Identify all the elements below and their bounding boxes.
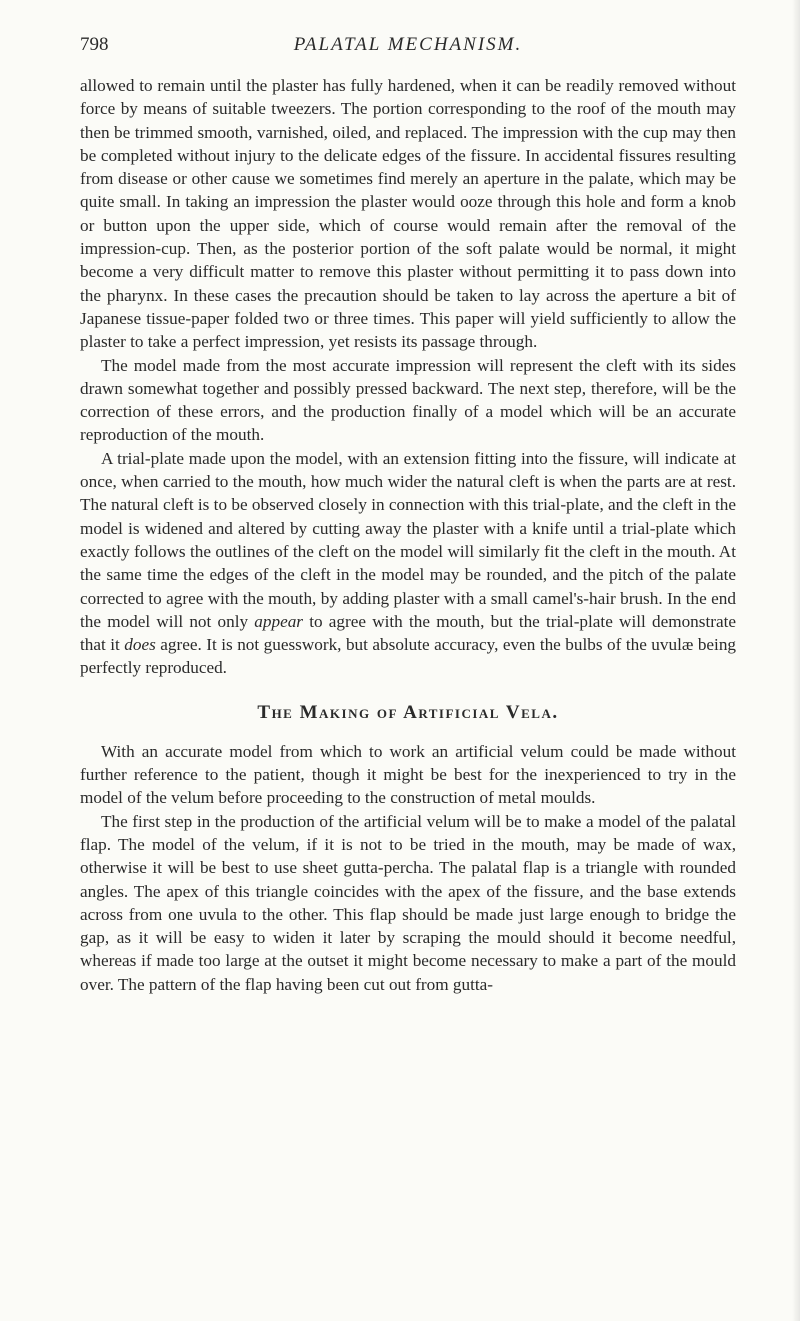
page-number: 798 bbox=[80, 34, 109, 55]
paragraph-trial-plate bbox=[80, 447, 736, 680]
running-head bbox=[80, 34, 736, 74]
page-edge-shadow bbox=[792, 0, 800, 1321]
running-title: PALATAL MECHANISM. bbox=[293, 34, 523, 55]
emphasis-appear: appear bbox=[254, 611, 303, 631]
emphasis-does: does bbox=[124, 635, 156, 655]
paragraph-accurate-model: With an accurate model from which to work an artificial velum could be made without further reference to the patient, though it might be best for the inexperienced to try in the model of the velum before proceeding to the construction of metal moulds. bbox=[80, 741, 736, 808]
paragraph-model-errors: The model made from the most accurate impression will represent the cleft with its sides drawn somewhat together and possibly pressed backward. The next step, therefore, will be the correction of these errors, and the production finally of a model which will be an accurate reproduction of the mouth. bbox=[80, 355, 736, 445]
book-page bbox=[80, 34, 736, 996]
paragraph-plaster-removal: allowed to remain until the plaster has fully hardened, when it can be readily removed without force by means of suitable tweezers. The portion corresponding to the roof of the mouth may then be trimmed smooth, varnished, oiled, and replaced. The impression with the cup may then be completed without injury to the delicate edges of the fissure. In accidental fissures resulting from disease or other cause we sometimes find merely an aperture in the palate, which may be quite small. In taking an impression the plaster would ooze through this hole and form a knob or button upon the upper side, which of course would remain after the removal of the impression-cup. Then, as the posterior portion of the soft palate would be normal, it might become a very difficult matter to remove this plaster without permitting it to pass down into the pharynx. In these cases the precaution should be taken to lay across the aperture a bit of Japanese tissue-paper folded two or three times. This paper will yield sufficiently to allow the plaster to take a perfect impression, yet resists its passage through. bbox=[80, 76, 736, 352]
trial-plate-text-start: A trial-plate made upon the model, with an extension fitting into the fissure, will indicate at once, when carried to the mouth, how much wider the natural cleft is when the parts are at rest. The natural cleft is to be observed closely in connection with this trial-plate, and the cleft in the model is widened and altered by cutting away the plaster with a knife until a trial-plate which exactly follows the outlines of the cleft on the model will similarly fit the cleft in the mouth. At the same time the edges of the cleft in the model may be rounded, and the pitch of the palate corrected to agree with the mouth, by adding plaster with a small camel's-hair brush. In the end the model will not only bbox=[80, 448, 736, 631]
paragraph-palatal-flap: The first step in the production of the artificial velum will be to make a model of the palatal flap. The model of the velum, if it is not to be tried in the mouth, may be made of wax, otherwise it will be best to use sheet gutta-percha. The palatal flap is a triangle with rounded angles. The apex of this triangle coincides with the apex of the fissure, and the base extends across from one uvula to the other. This flap should be made just large enough to bridge the gap, as it will be easy to widen it later by scraping the mould should it become needful, whereas if made too large at the outset it might become necessary to make a part of the mould over. The pattern of the flap having been cut out from gutta- bbox=[80, 811, 736, 994]
trial-plate-text-end: agree. It is not guesswork, but absolute accuracy, even the bulbs of the uvulæ being perfectly reproduced. bbox=[80, 635, 736, 678]
trial-plate-text-middle: to agree with the mouth, but the trial-plate will demonstrate that it bbox=[80, 611, 736, 655]
section-heading: The Making of Artificial Vela. bbox=[257, 701, 559, 723]
